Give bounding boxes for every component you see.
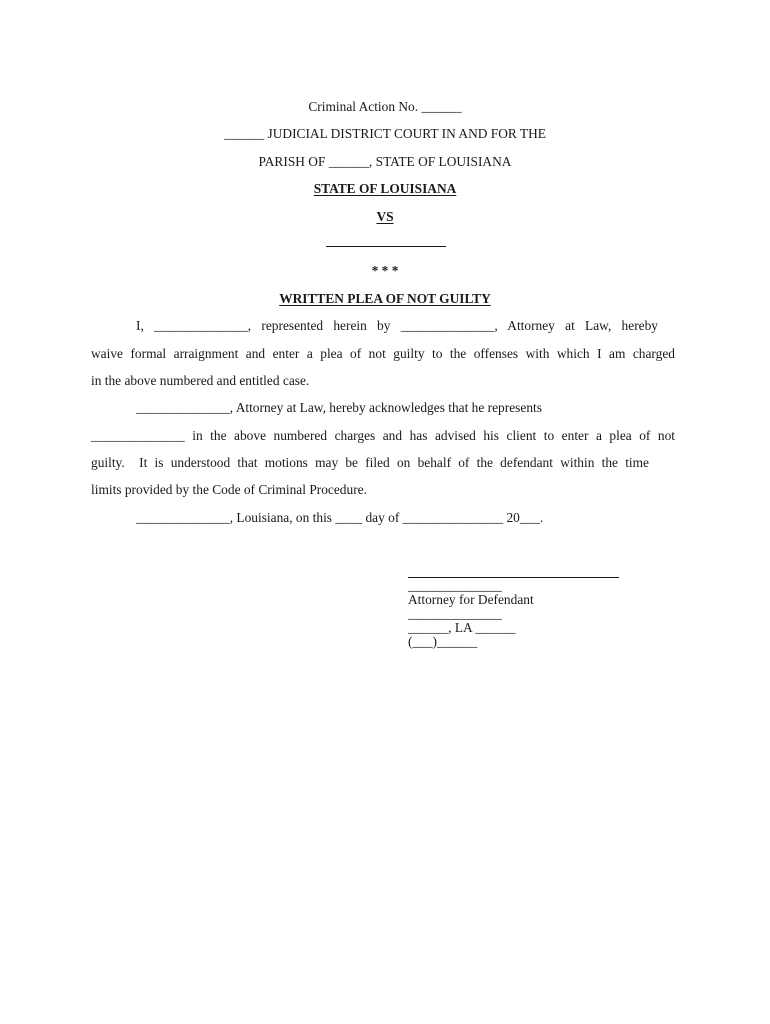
document-title: WRITTEN PLEA OF NOT GUILTY — [279, 291, 491, 306]
versus-label: VS — [376, 209, 394, 224]
court-name: ______ JUDICIAL DISTRICT COURT IN AND FOR THE — [224, 126, 546, 141]
paragraph-2-line-4: limits provided by the Code of Criminal Procedure. — [91, 482, 367, 497]
paragraph-2-line-2: ______________ in the above numbered charges and has advised his client to enter a plea of not — [91, 428, 675, 443]
plaintiff-name: STATE OF LOUISIANA — [313, 181, 457, 196]
case-number: Criminal Action No. ______ — [308, 99, 462, 114]
defendant-name-blank — [326, 246, 446, 247]
paragraph-2-line-1: ______________, Attorney at Law, hereby acknowledges that he represents — [136, 400, 542, 415]
date-line: ______________, Louisiana, on this ____ day of _______________ 20___. — [136, 510, 544, 525]
paragraph-2-line-3: guilty. It is understood that motions may be filed on behalf of the defendant within the time — [91, 455, 649, 470]
signature-role: Attorney for Defendant — [408, 592, 534, 607]
paragraph-1-line-1: I, ______________, represented herein by ______________, Attorney at Law, hereby — [136, 318, 658, 333]
parish-line: PARISH OF ______, STATE OF LOUISIANA — [258, 154, 512, 169]
phone-number: (___)______ — [408, 634, 478, 649]
paragraph-1-line-2: waive formal arraignment and enter a plea of not guilty to the offenses with which I am charged — [91, 346, 675, 361]
address-blank: ______________ — [408, 606, 502, 621]
paragraph-1-line-3: in the above numbered and entitled case. — [91, 373, 310, 388]
separator-stars: * * * — [371, 263, 399, 278]
city-state-zip: ______, LA ______ — [408, 620, 516, 635]
signature-name-blank: ______________ — [408, 578, 502, 593]
